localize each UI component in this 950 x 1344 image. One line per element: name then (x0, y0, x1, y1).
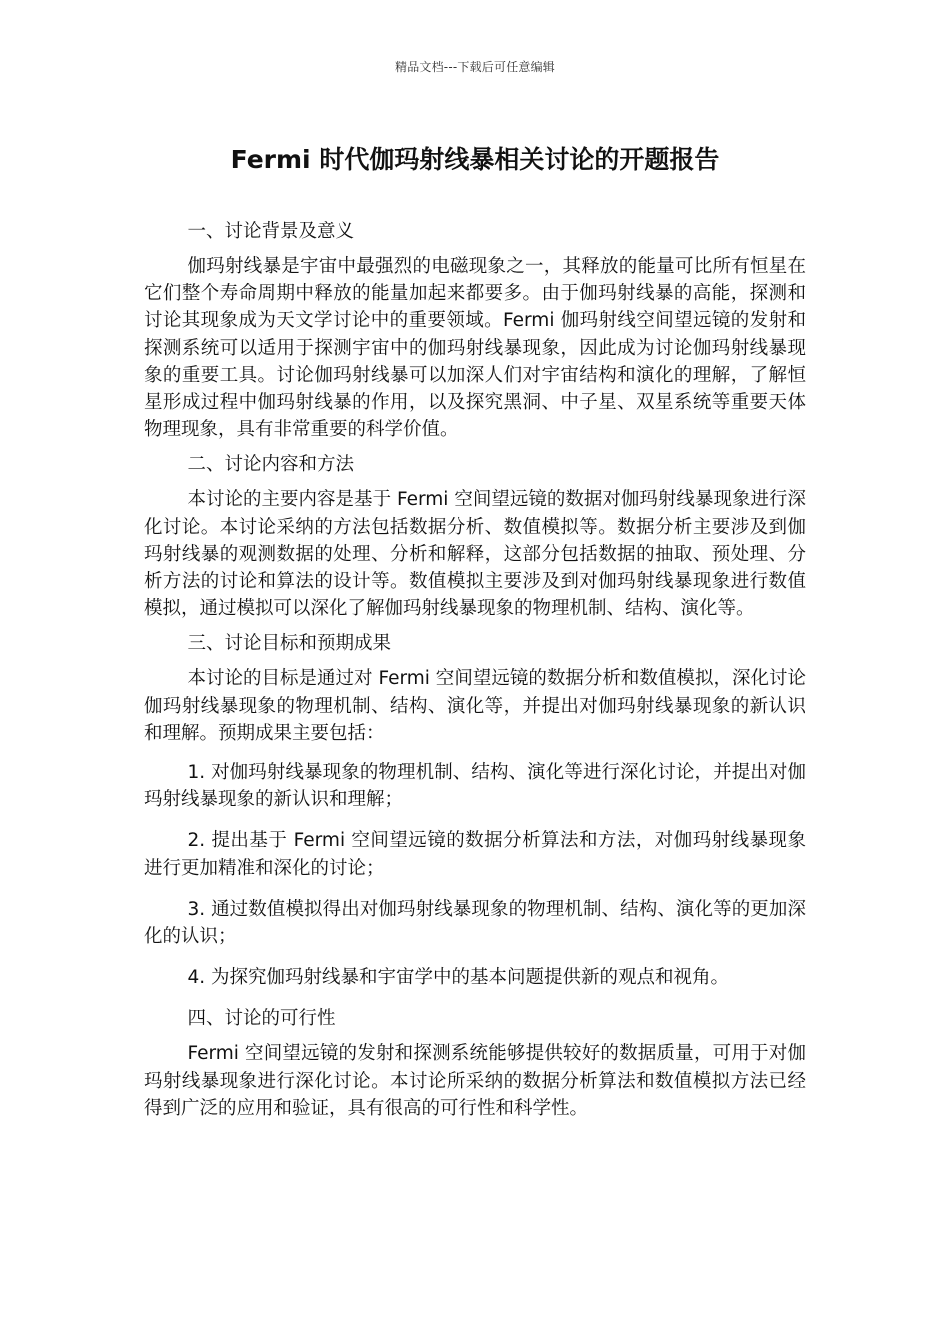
header-note: 精品文档---下载后可任意编辑 (395, 60, 555, 74)
paragraph: 伽玛射线暴是宇宙中最强烈的电磁现象之一，其释放的能量可比所有恒星在它们整个寿命周期中释放的能量加起来都要多。由于伽玛射线暴的高能，探测和讨论其现象成为天文学讨论中的重要领域。Fermi 伽玛射线空间望远镜的发射和探测系统可以适用于探测宇宙中的伽玛射线暴现象，因此成为讨论伽玛射线暴现象的重要工具。讨论伽玛射线暴可以加深人们对宇宙结构和演化的理解，了解恒星形成过程中伽玛射线暴的作用，以及探究黑洞、中子星、双星系统等重要天体物理现象，具有非常重要的科学价值。 (144, 256, 806, 441)
paragraph: 本讨论的主要内容是基于 Fermi 空间望远镜的数据对伽玛射线暴现象进行深化讨论。本讨论采纳的方法包括数据分析、数值模拟等。数据分析主要涉及到伽玛射线暴的观测数据的处理、分析和解释，这部分包括数据的抽取、预处理、分析方法的讨论和算法的设计等。数值模拟主要涉及到对伽玛射线暴现象进行数值模拟，通过模拟可以深化了解伽玛射线暴现象的物理机制、结构、演化等。 (144, 489, 806, 620)
section-heading: 三、讨论目标和预期成果 (187, 633, 391, 655)
document-body (144, 218, 806, 1130)
list-item: 2. 提出基于 Fermi 空间望远镜的数据分析算法和方法，对伽玛射线暴现象进行更加精准和深化的讨论； (144, 830, 806, 879)
section-heading: 二、讨论内容和方法 (187, 454, 354, 476)
list-item: 4. 为探究伽玛射线暴和宇宙学中的基本问题提供新的观点和视角。 (187, 967, 730, 989)
section-heading: 一、讨论背景及意义 (187, 221, 354, 242)
paragraph: Fermi 空间望远镜的发射和探测系统能够提供较好的数据质量，可用于对伽玛射线暴现象进行深化讨论。本讨论所采纳的数据分析算法和数值模拟方法已经得到广泛的应用和验证，具有很高的可行性和科学性。 (144, 1043, 806, 1119)
paragraph: 本讨论的目标是通过对 Fermi 空间望远镜的数据分析和数值模拟，深化讨论伽玛射线暴现象的物理机制、结构、演化等，并提出对伽玛射线暴现象的新认识和理解。预期成果主要包括： (144, 668, 806, 744)
list-item: 1. 对伽玛射线暴现象的物理机制、结构、演化等进行深化讨论，并提出对伽玛射线暴现象的新认识和理解； (144, 762, 806, 811)
document-title: Fermi 时代伽玛射线暴相关讨论的开题报告 (230, 145, 720, 174)
list-item: 3. 通过数值模拟得出对伽玛射线暴现象的物理机制、结构、演化等的更加深化的认识； (144, 898, 806, 948)
section-heading: 四、讨论的可行性 (187, 1008, 336, 1030)
